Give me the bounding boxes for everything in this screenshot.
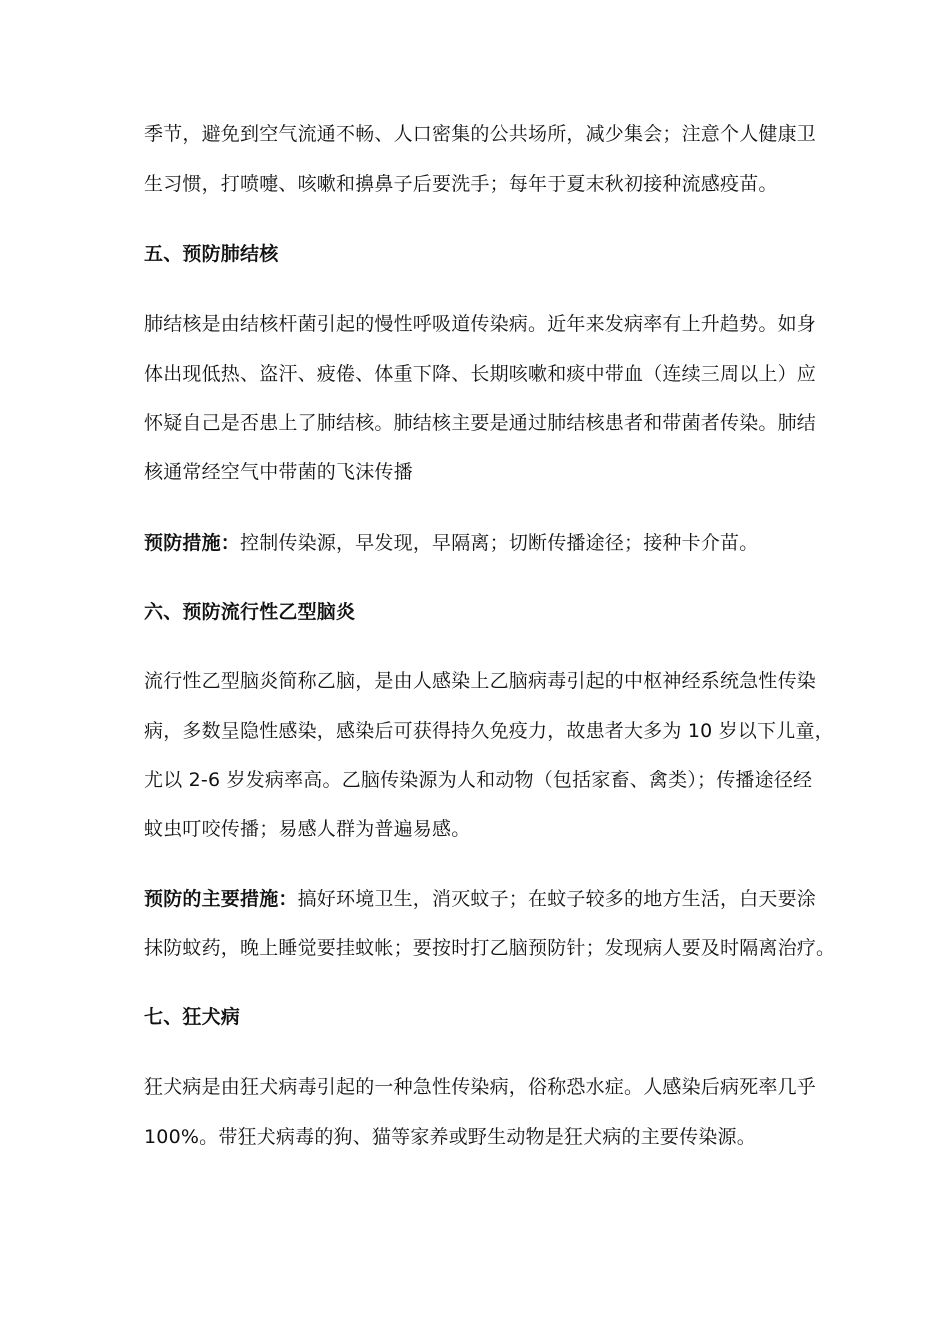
- section-6-body-line-1: 流行性乙型脑炎简称乙脑，是由人感染上乙脑病毒引起的中枢神经系统急性传染: [144, 670, 817, 692]
- section-6-measures-label: 预防的主要措施：: [144, 888, 298, 910]
- section-6-body-line-2: 病，多数呈隐性感染，感染后可获得持久免疫力，故患者大多为 10 岁以下儿童，: [144, 720, 834, 742]
- section-6-body-line-4: 蚊虫叮咬传播；易感人群为普遍易感。: [144, 818, 471, 840]
- section-6-body-line-3: 尤以 2-6 岁发病率高。乙脑传染源为人和动物（包括家畜、禽类）；传播途径经: [144, 769, 813, 791]
- section-6-measures-line-1: [144, 886, 824, 912]
- section-5-body-line-3: 怀疑自己是否患上了肺结核。肺结核主要是通过肺结核患者和带菌者传染。肺结: [144, 412, 817, 434]
- intro-line-2: 生习惯，打喷嚏、咳嗽和擤鼻子后要洗手；每年于夏末秋初接种流感疫苗。: [144, 173, 778, 195]
- section-6-measures-text-1: 搞好环境卫生，消灭蚊子；在蚊子较多的地方生活，白天要涂: [297, 888, 817, 910]
- intro-line-1: 季节，避免到空气流通不畅、人口密集的公共场所，减少集会；注意个人健康卫: [144, 123, 817, 145]
- section-5-measures-label: 预防措施：: [144, 532, 241, 554]
- section-5-body-line-4: 核通常经空气中带菌的飞沫传播: [144, 461, 413, 483]
- section-5-measures: [144, 530, 824, 556]
- section-7-heading: 七、狂犬病: [144, 1006, 241, 1028]
- section-7-body-line-2: 100%。带狂犬病毒的狗、猫等家养或野生动物是狂犬病的主要传染源。: [144, 1126, 756, 1148]
- section-6-heading: 六、预防流行性乙型脑炎: [144, 601, 356, 623]
- section-5-heading: 五、预防肺结核: [144, 243, 279, 265]
- section-5-body-line-2: 体出现低热、盗汗、疲倦、体重下降、长期咳嗽和痰中带血（连续三周以上）应: [144, 363, 817, 385]
- section-6-measures-line-2: 抹防蚊药，晚上睡觉要挂蚊帐；要按时打乙脑预防针；发现病人要及时隔离治疗。: [144, 937, 836, 959]
- section-5-measures-text: 控制传染源，早发现，早隔离；切断传播途径；接种卡介苗。: [240, 532, 759, 554]
- section-5-body-line-1: 肺结核是由结核杆菌引起的慢性呼吸道传染病。近年来发病率有上升趋势。如身: [144, 313, 817, 335]
- section-7-body-line-1: 狂犬病是由狂犬病毒引起的一种急性传染病，俗称恐水症。人感染后病死率几乎: [144, 1076, 817, 1098]
